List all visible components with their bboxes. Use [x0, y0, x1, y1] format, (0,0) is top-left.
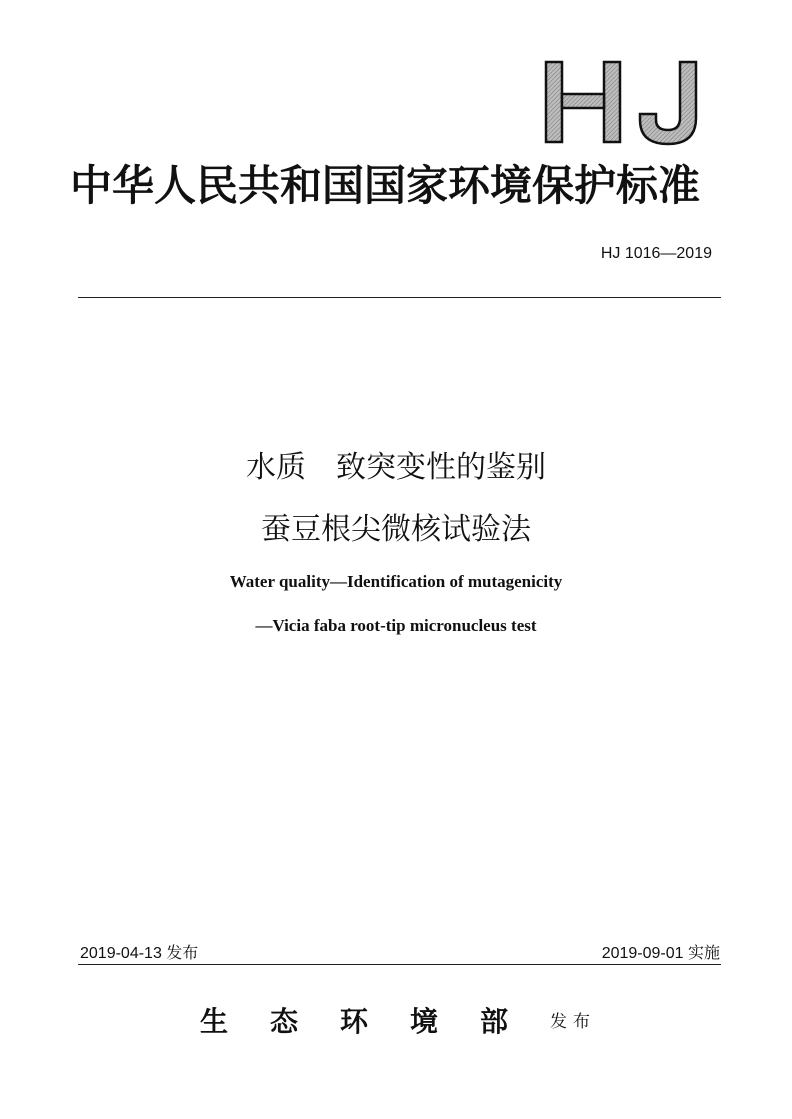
- header-divider: [78, 297, 721, 298]
- hj-logo: [540, 58, 710, 148]
- publisher-suffix: 发布: [550, 1012, 597, 1032]
- title-en-line2: —Vicia faba root-tip micronucleus test: [255, 616, 537, 635]
- title-cn-line2: 蚕豆根尖微核试验法: [261, 512, 531, 547]
- publisher: [200, 1000, 596, 1040]
- issue-date: 2019-04-13 发布: [80, 945, 199, 962]
- standard-number: HJ 1016—2019: [600, 245, 712, 262]
- footer-divider: [78, 964, 721, 965]
- title-en-line1: Water quality—Identification of mutagenicity: [229, 572, 563, 591]
- org-title: 中华人民共和国国家环境保护标准: [70, 161, 701, 210]
- publisher-name: 生态环境部: [200, 1005, 551, 1038]
- title-cn-line1: 水质 致突变性的鉴别: [246, 450, 546, 485]
- implementation-date: 2019-09-01 实施: [601, 945, 720, 962]
